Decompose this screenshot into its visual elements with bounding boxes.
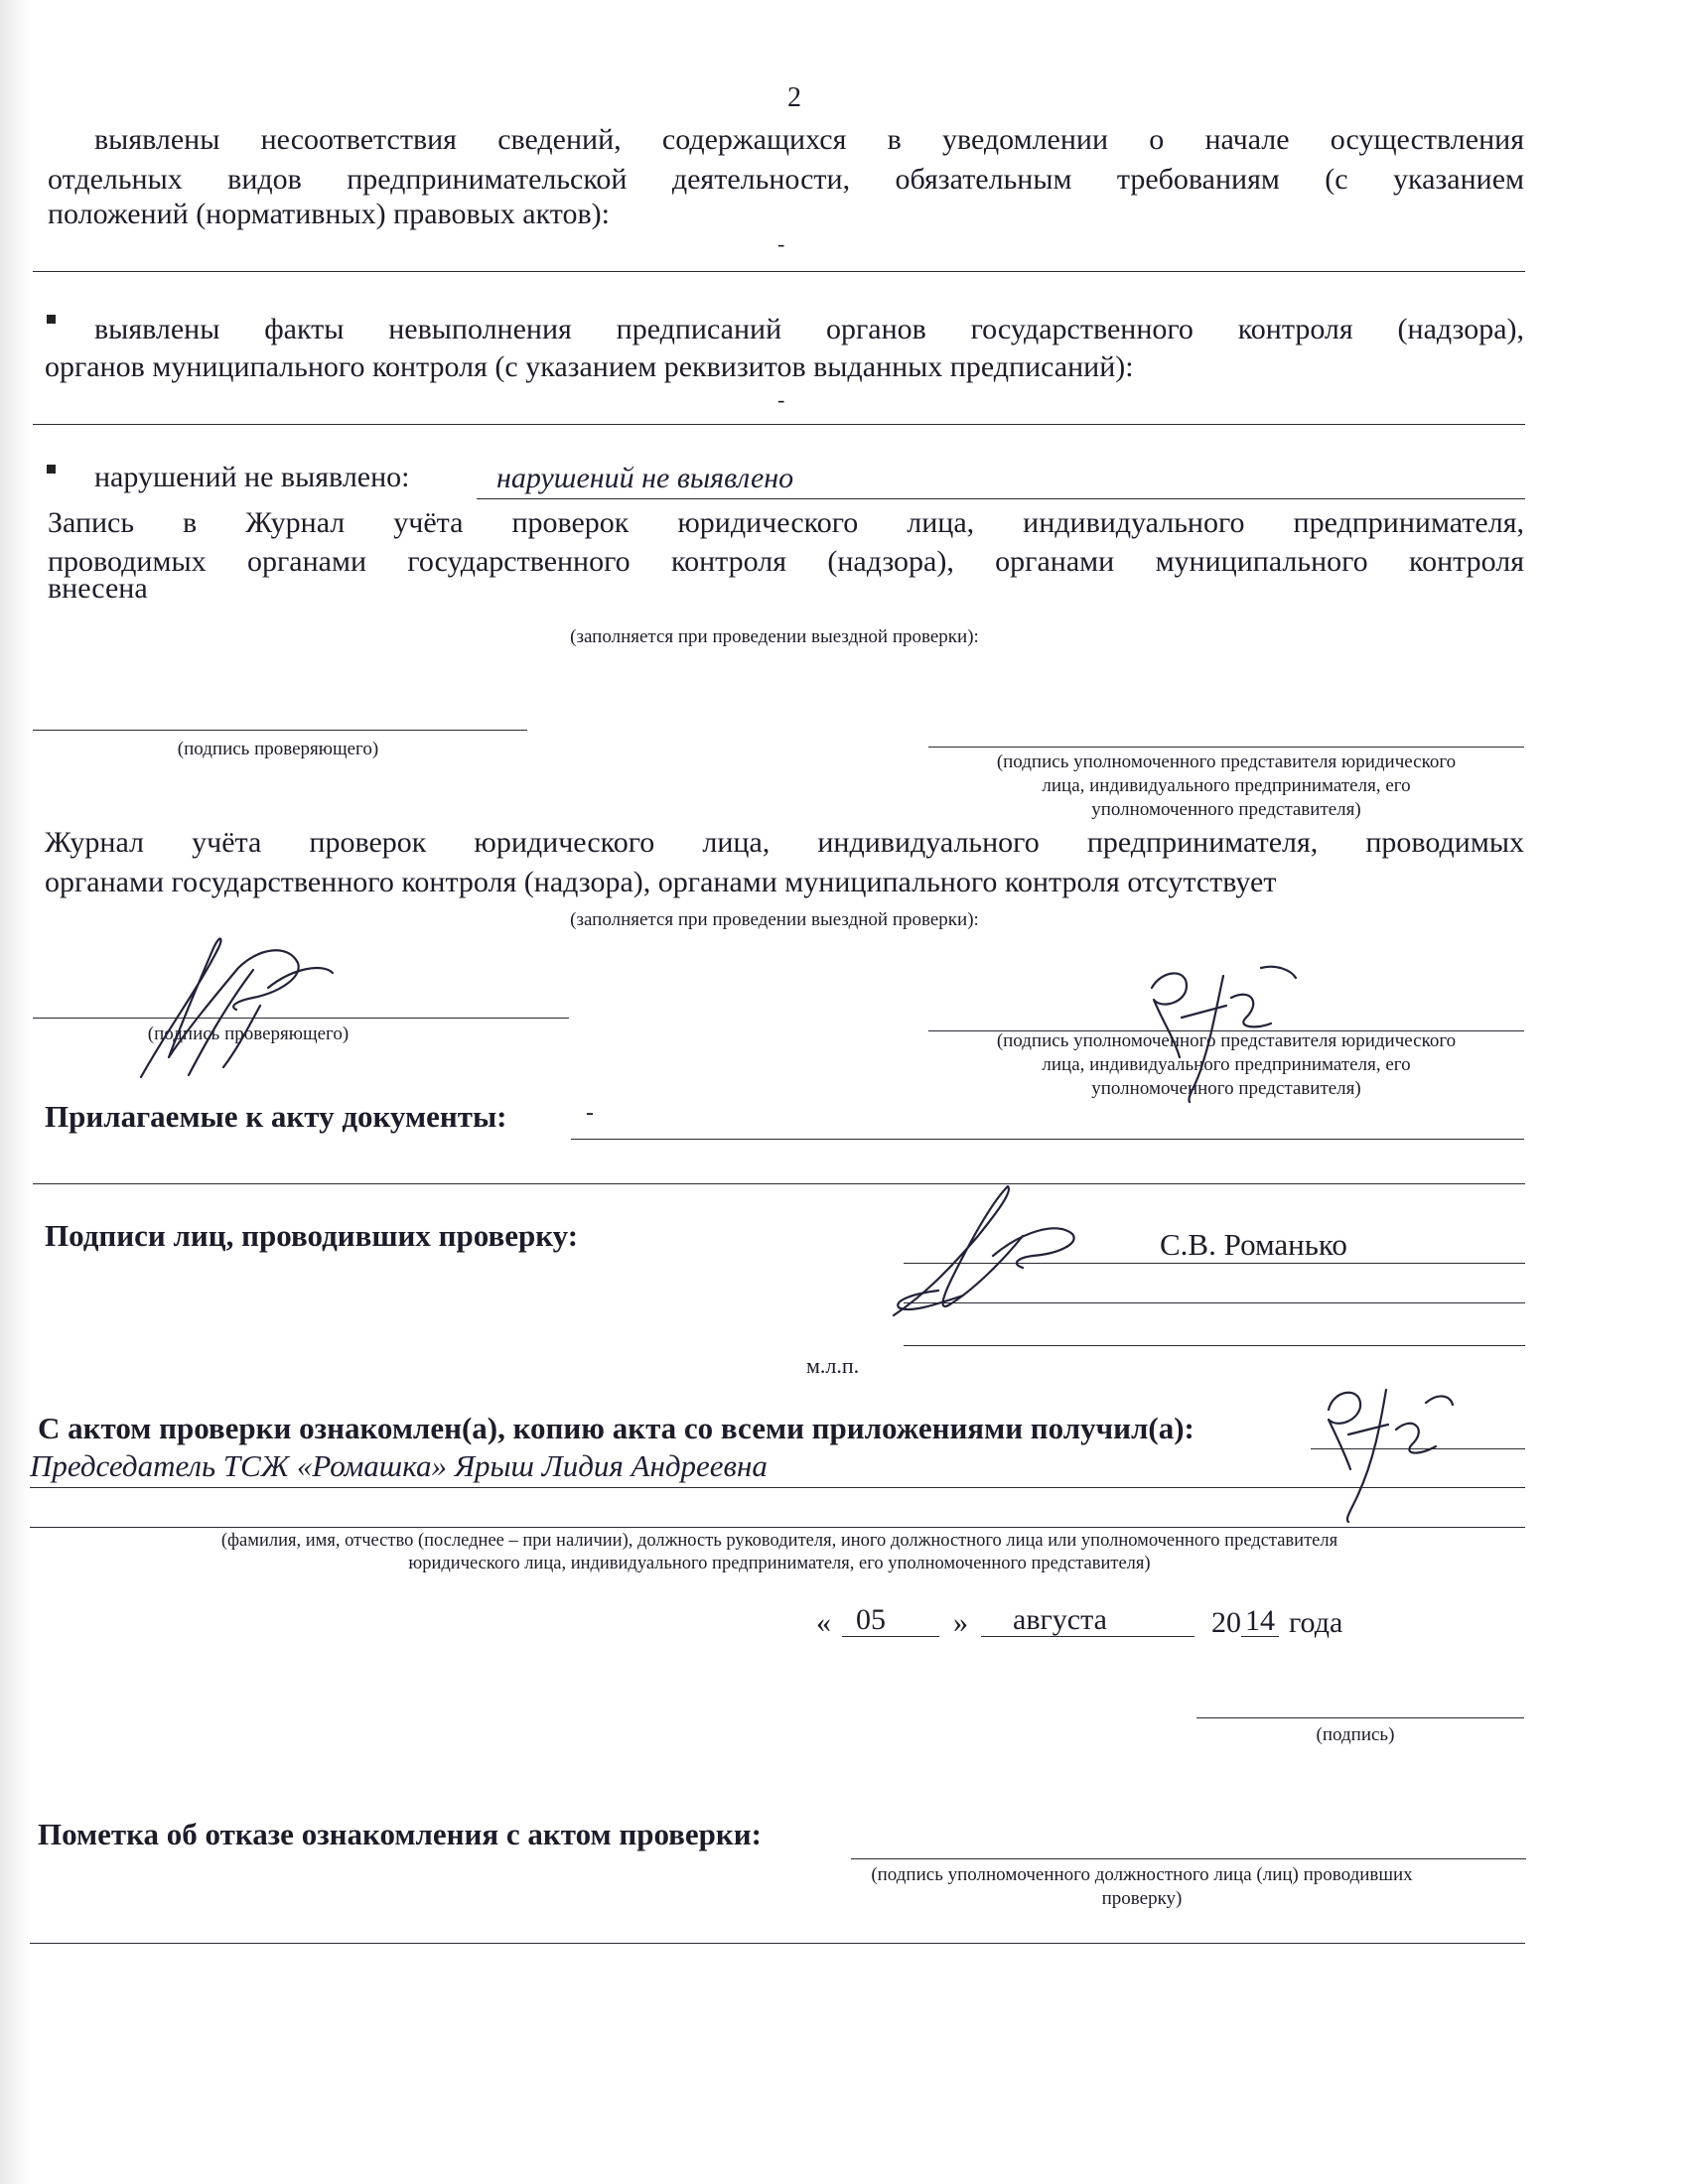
signature-caption: (подпись) [1316,1724,1395,1745]
attachments-line-1 [571,1139,1524,1140]
date-year-word: года [1289,1606,1343,1639]
journal-entry-rep-caption-2: лица, индивидуального предпринимателя, его [1042,775,1411,796]
no-violations-line [477,498,1525,499]
journal-absent-hint: (заполняется при проведении выездной проверки): [570,909,979,930]
date-close-quote: » [953,1606,968,1639]
acknowledged-caption-line [30,1527,1525,1528]
page-number: 2 [787,82,801,113]
journal-entry-line-3: внесена [48,572,148,605]
date-day: 05 [856,1603,886,1636]
bullet-icon [47,315,56,324]
attachments-line-2 [33,1183,1525,1184]
prescriptions-line-1: выявлены факты невыполнения предписаний органов государственного контроля (надзора), [94,313,1524,345]
refusal-label: Пометка об отказе ознакомления с актом проверки: [38,1817,762,1851]
no-violations-label: нарушений не выявлено: [94,461,410,493]
prescriptions-answer-line [33,424,1525,425]
no-violations-answer: нарушений не выявлено [496,462,794,494]
journal-entry-line-1: Запись в Журнал учёта проверок юридического лица, индивидуального предпринимателя, [48,506,1524,539]
journal-entry-rep-caption-1: (подпись уполномоченного представителя юридического [996,751,1457,772]
signature-line [1196,1717,1524,1718]
acknowledgement-signature [1309,1375,1468,1524]
journal-absent-line-1: Журнал учёта проверок юридического лица, индивидуального предпринимателя, проводимых [45,826,1524,859]
journal-absent-inspector-caption: (подпись проверяющего) [147,1024,350,1044]
date-day-line [842,1636,939,1637]
inconsistencies-line-1: выявлены несоответствия сведений, содержащихся в уведомлении о начале осуществления [94,123,1524,156]
inconsistencies-answer: - [777,231,785,256]
refusal-caption-2: проверку) [1101,1888,1183,1909]
journal-entry-rep-caption-3: уполномоченного представителя) [1091,799,1361,820]
acknowledged-person-line [30,1487,1525,1488]
date-open-quote: « [816,1606,831,1639]
date-year-line [1241,1636,1279,1637]
date-month: августа [1013,1603,1107,1636]
journal-absent-rep-caption-2: лица, индивидуального предпринимателя, его [1042,1054,1411,1075]
attachments-label: Прилагаемые к акту документы: [45,1099,507,1134]
stamp-place-mark: м.л.п. [806,1353,860,1378]
journal-absent-rep-caption-3: уполномоченного представителя) [1091,1078,1361,1099]
bullet-icon [47,465,56,474]
acknowledged-caption-2: юридического лица, индивидуального предпринимателя, его уполномоченного представителя) [408,1554,1151,1573]
inspectors-label: Подписи лиц, проводивших проверку: [45,1218,579,1253]
acknowledged-person: Председатель ТСЖ «Ромашка» Ярыш Лидия Андреевна [30,1448,768,1483]
scan-shadow [0,0,30,2184]
refusal-line [851,1858,1526,1859]
acknowledged-label: С актом проверки ознакомлен(а), копию акта со всеми приложениями получил(а): [38,1411,1194,1445]
inspector-name: С.В. Романько [1160,1227,1347,1262]
prescriptions-answer: - [777,387,785,412]
journal-absent-rep-caption-1: (подпись уполномоченного представителя юридического [996,1030,1457,1051]
journal-entry-line-2: проводимых органами государственного контроля (надзора), органами муниципального контроля [48,545,1524,578]
inconsistencies-line-3: положений (нормативных) правовых актов): [48,198,610,230]
inconsistencies-line-2: отдельных видов предпринимательской деятельности, обязательным требованиям (с указанием [48,163,1524,196]
journal-absent-line-2: органами государственного контроля (надзора), органами муниципального контроля отсутствует [45,866,1277,898]
inspector-signature-1 [129,908,338,1087]
inconsistencies-answer-line [33,271,1525,272]
refusal-bottom-line [30,1943,1525,1944]
journal-entry-inspector-caption: (подпись проверяющего) [177,739,379,759]
refusal-caption-1: (подпись уполномоченного должностного лица (лиц) проводивших [871,1864,1413,1885]
date-month-line [981,1636,1194,1637]
inspectors-line-3 [904,1345,1525,1346]
journal-entry-hint: (заполняется при проведении выездной проверки): [570,626,979,647]
acknowledged-caption-1: (фамилия, имя, отчество (последнее – при наличии), должность руководителя, иного должностного лица или уполномоченного представителя [220,1531,1338,1551]
attachments-answer: - [586,1100,594,1126]
representative-signature-1 [1132,958,1311,1107]
journal-entry-inspector-sig-line [33,730,527,731]
inspector-signature-2 [884,1176,1092,1325]
date-year-prefix: 20 [1211,1606,1241,1639]
date-year-suffix: 14 [1245,1604,1275,1637]
prescriptions-line-2: органов муниципального контроля (с указанием реквизитов выданных предписаний): [45,350,1134,383]
journal-entry-rep-sig-line [928,747,1524,748]
